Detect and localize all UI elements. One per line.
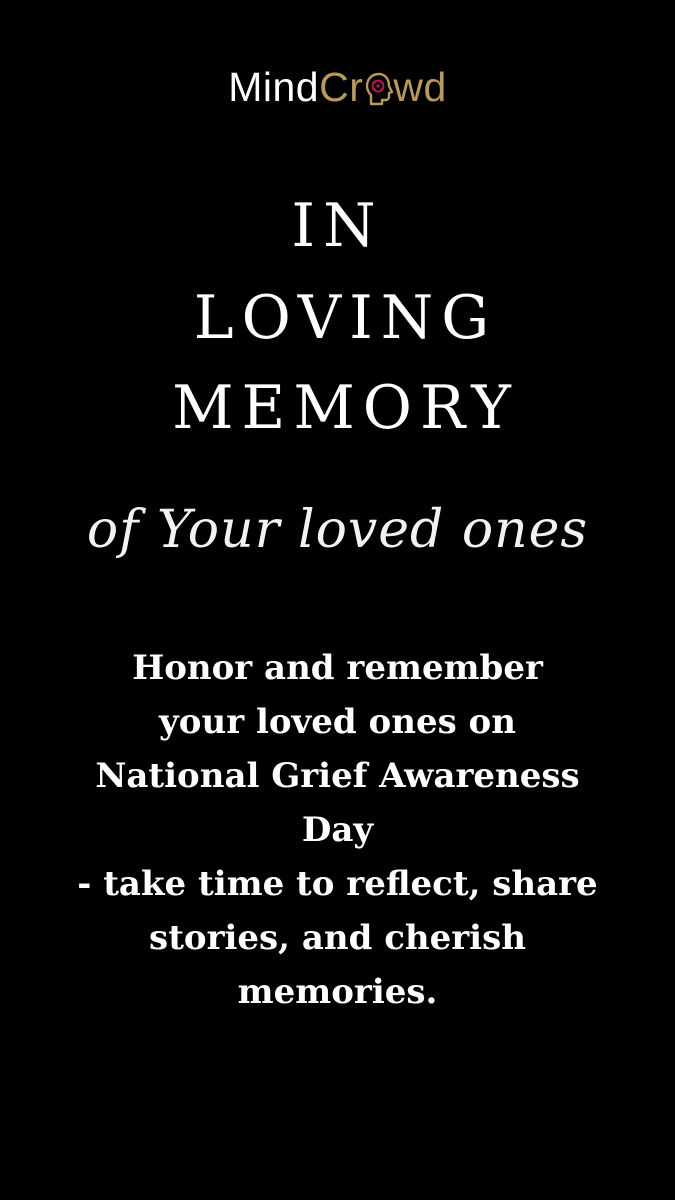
script-subtitle: of Your loved ones xyxy=(86,500,589,560)
logo-mind-text: Mind xyxy=(228,64,320,110)
body-line: Day xyxy=(301,810,374,850)
body-line: National Grief Awareness xyxy=(95,756,580,796)
logo-crowd-text-start: Cr xyxy=(319,64,364,110)
body-line: memories. xyxy=(237,972,438,1012)
head-brain-icon xyxy=(364,68,394,104)
logo-crowd-text-end: wd xyxy=(393,64,447,110)
mindcrowd-logo xyxy=(0,62,675,112)
heading-line-2: LOVING xyxy=(193,283,498,353)
heading-line-3: MEMORY xyxy=(172,373,519,443)
body-line: - take time to reflect, share xyxy=(77,864,598,904)
body-paragraph xyxy=(30,641,645,1019)
body-line: Honor and remember xyxy=(132,648,543,688)
body-line: stories, and cherish xyxy=(149,918,526,958)
heading-line-1: IN xyxy=(291,191,384,261)
body-line: your loved ones on xyxy=(159,702,516,742)
